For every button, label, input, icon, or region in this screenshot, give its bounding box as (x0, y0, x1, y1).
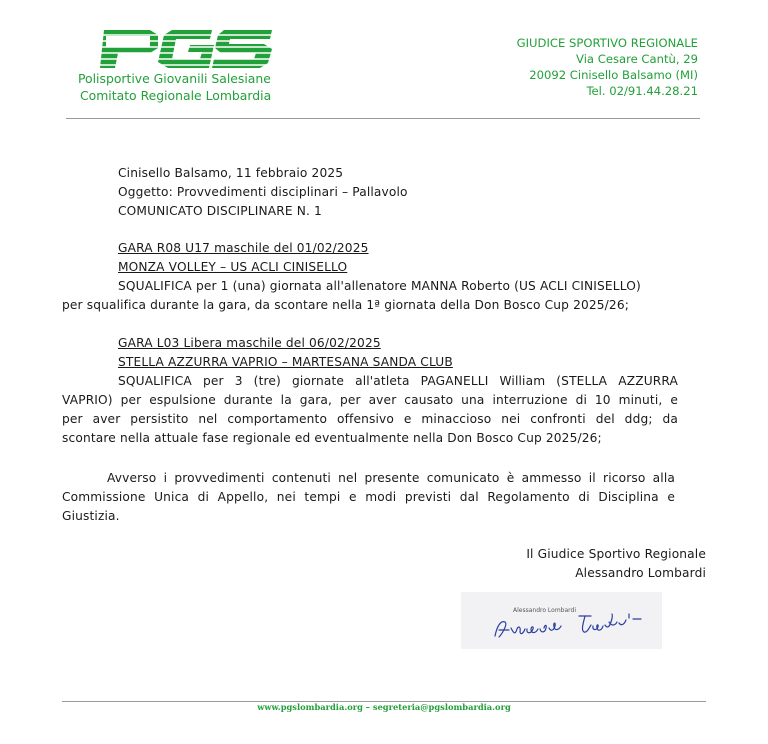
address-city: 20092 Cinisello Balsamo (MI) (529, 68, 698, 82)
signature-printed-name: Alessandro Lombardi (513, 607, 576, 614)
footer-contacts: www.pgslombardia.org – segreteria@pgslombardia.org (257, 702, 511, 712)
appeal-line-1: Avverso i provvedimenti contenuti nel presente comunicato è ammesso il ricorso alla (107, 471, 675, 485)
phone-number: Tel. 02/91.44.28.21 (586, 84, 698, 98)
case-2-teams: STELLA AZZURRA VAPRIO – MARTESANA SANDA CLUB (118, 355, 453, 369)
subject-line: Oggetto: Provvedimenti disciplinari – Pallavolo (118, 185, 408, 199)
handwritten-signature (461, 592, 662, 649)
judge-title: GIUDICE SPORTIVO REGIONALE (516, 36, 698, 50)
org-committee: Comitato Regionale Lombardia (80, 88, 272, 103)
case-1-teams: MONZA VOLLEY – US ACLI CINISELLO (118, 260, 348, 274)
place-date: Cinisello Balsamo, 11 febbraio 2025 (118, 166, 344, 180)
case-1-game: GARA R08 U17 maschile del 01/02/2025 (118, 241, 369, 255)
signature-image (461, 592, 662, 649)
signatory-role: Il Giudice Sportivo Regionale (526, 547, 706, 561)
appeal-line-3: Giustizia. (62, 509, 120, 523)
case-2-line-3: per aver persistito nel comportamento offensivo e minaccioso nei confronti del ddg; da (62, 412, 678, 426)
judge-contact-block (517, 35, 698, 99)
case-1-line-1: SQUALIFICA per 1 (una) giornata all'allenatore MANNA Roberto (US ACLI CINISELLO) (118, 279, 641, 293)
case-2-line-1: SQUALIFICA per 3 (tre) giornate all'atleta PAGANELLI William (STELLA AZZURRA (118, 374, 678, 388)
appeal-line-2: Commissione Unica di Appello, nei tempi e modi previsti dal Regolamento di Disciplina e (62, 490, 675, 504)
case-1-line-2: per squalifica durante la gara, da scontare nella 1ª giornata della Don Bosco Cup 2025/26; (62, 298, 630, 312)
org-name: Polisportive Giovanili Salesiane (78, 71, 271, 86)
address-street: Via Cesare Cantù, 29 (576, 52, 698, 66)
signatory-name: Alessandro Lombardi (575, 566, 706, 580)
case-2-line-2: VAPRIO) per espulsione durante la gara, per aver causato una interruzione di 10 minuti, e (62, 393, 678, 407)
header-divider (66, 118, 700, 119)
case-2-line-4: scontare nella attuale fase regionale ed eventualmente nella Don Bosco Cup 2025/26; (62, 431, 602, 445)
case-2-game: GARA L03 Libera maschile del 06/02/2025 (118, 336, 381, 350)
pgs-logo (100, 30, 276, 68)
communique-number: COMUNICATO DISCIPLINARE N. 1 (118, 204, 322, 218)
